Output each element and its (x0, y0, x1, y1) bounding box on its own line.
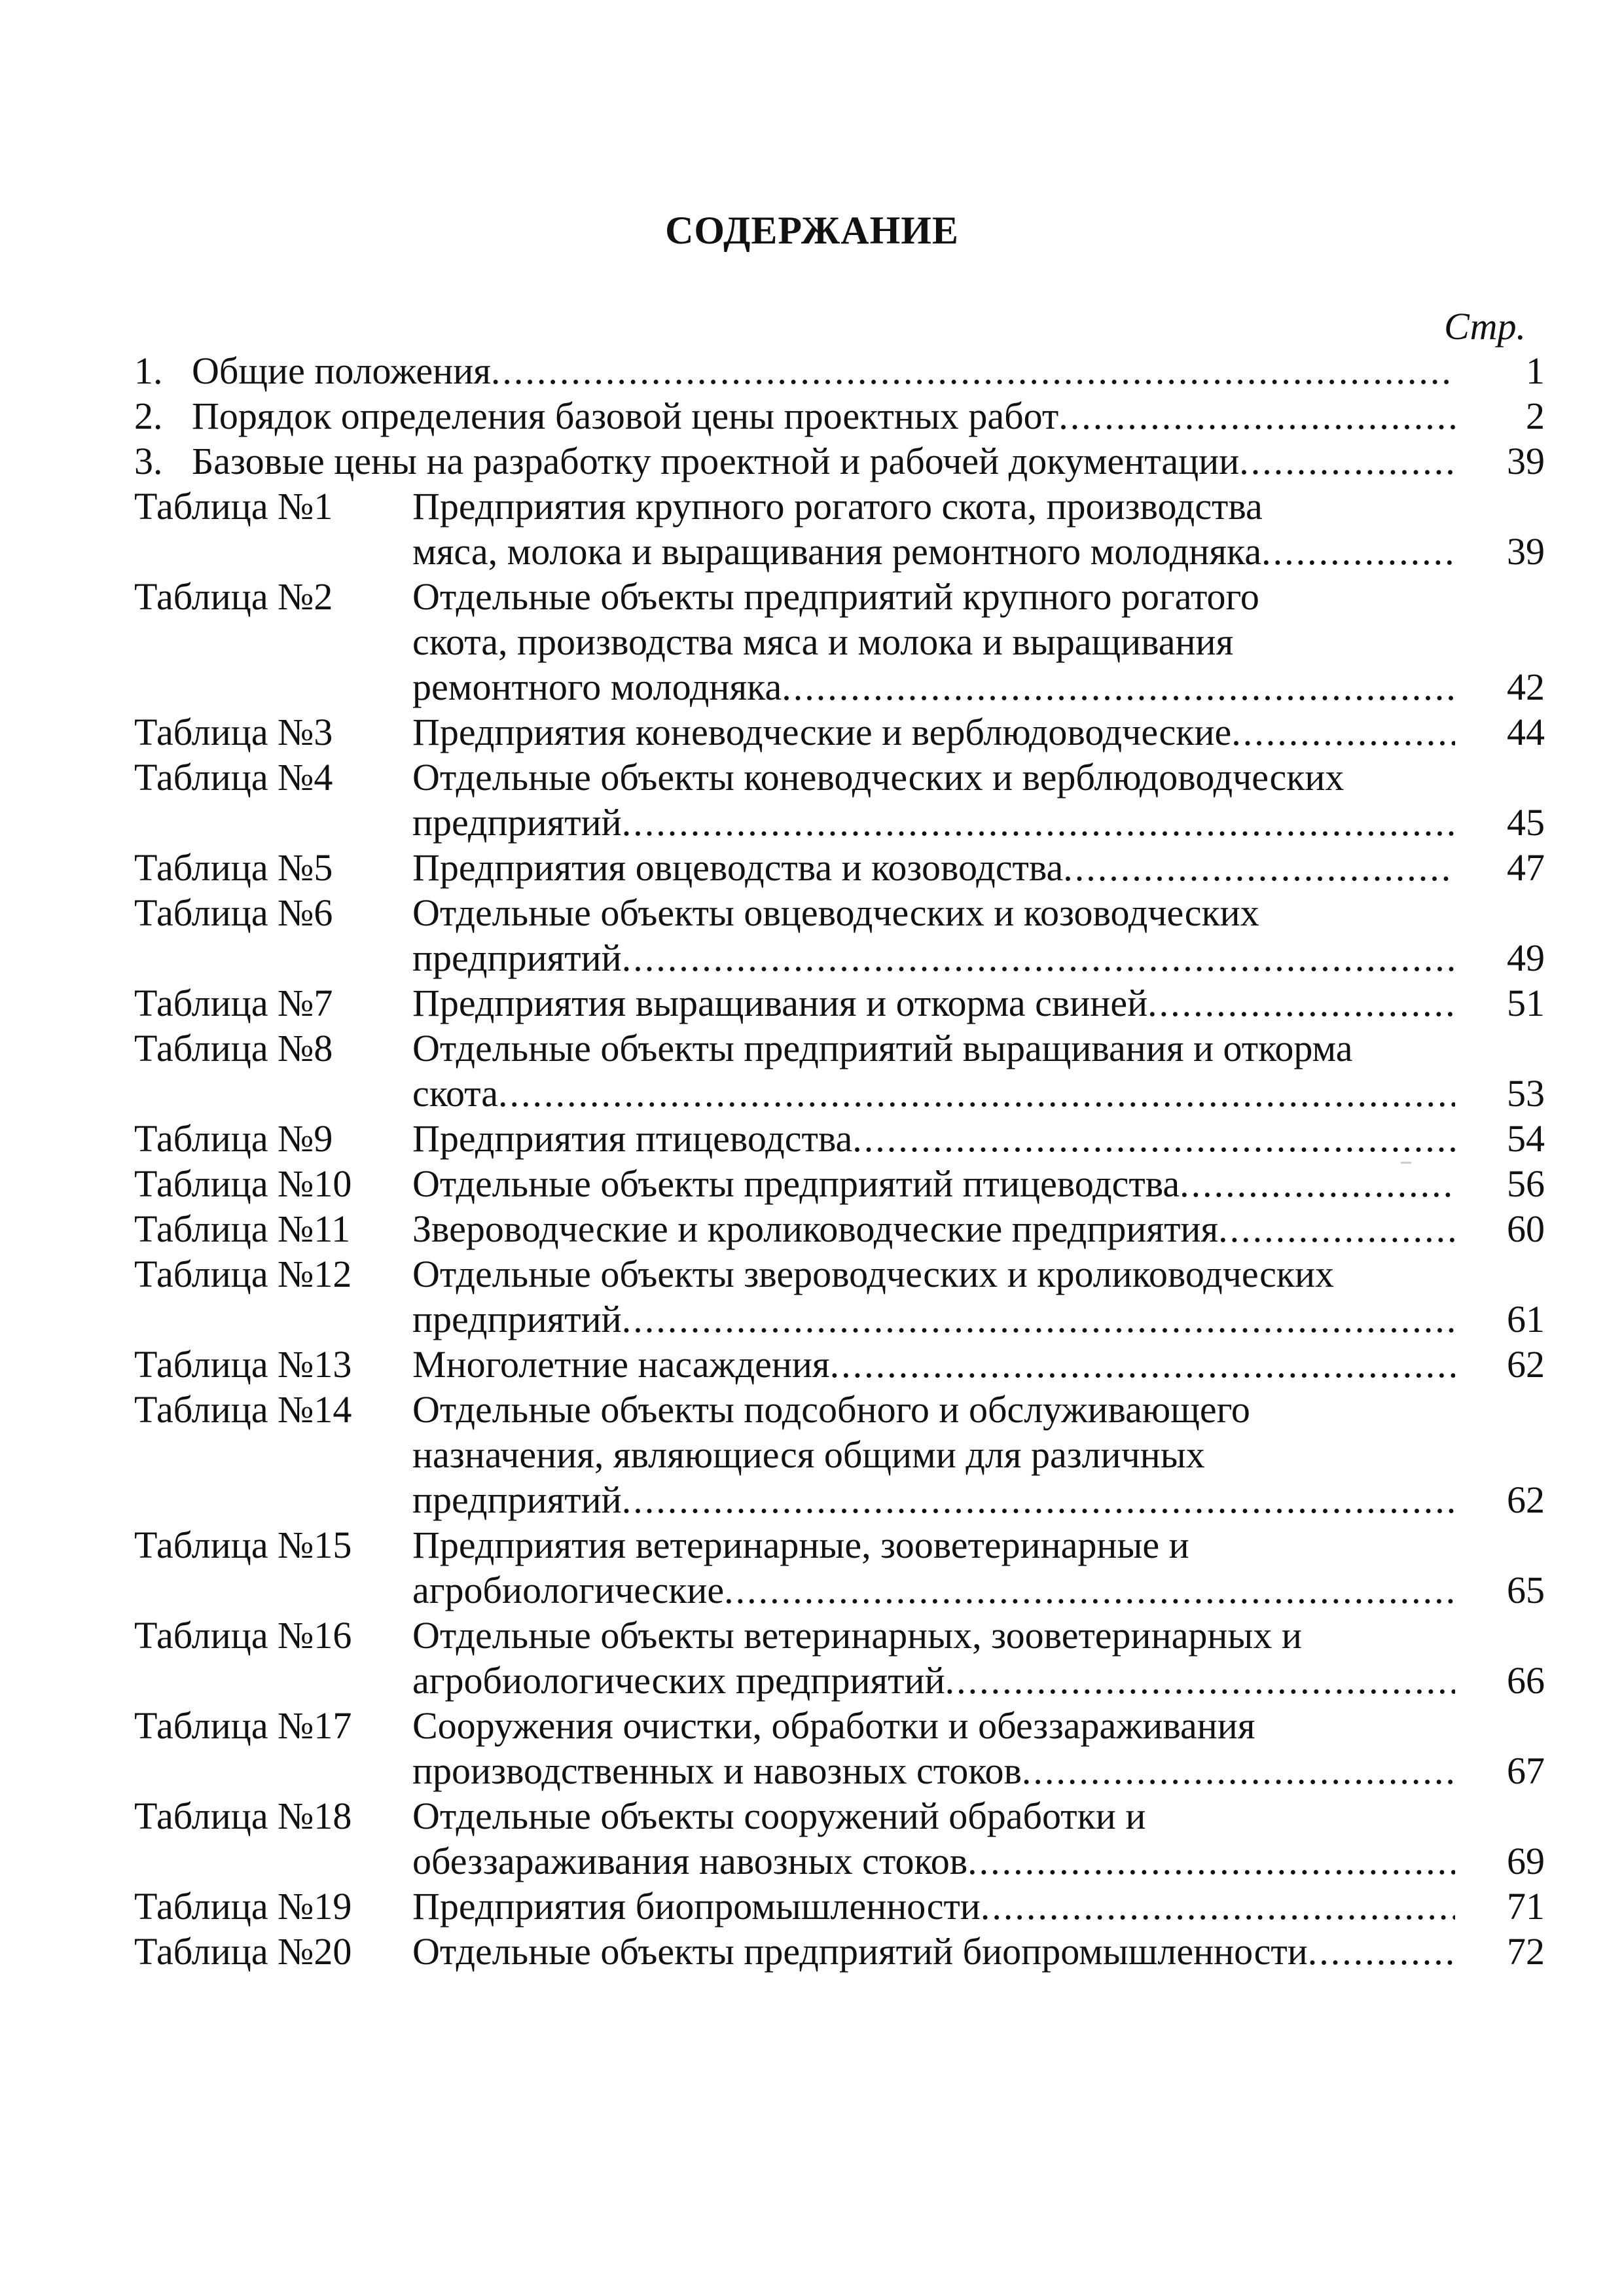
table-description-last-line (412, 1929, 1455, 1974)
table-description (412, 574, 1455, 709)
toc-section-row (134, 393, 1561, 439)
table-description (412, 709, 1455, 755)
table-description-last-line (412, 1342, 1455, 1387)
page-title: СОДЕРЖАНИЕ (665, 209, 959, 252)
table-description-text: Предприятия птицеводства (412, 1117, 853, 1160)
table-label: Таблица №8 (134, 1027, 333, 1069)
table-description (412, 1793, 1455, 1884)
table-description (412, 1342, 1455, 1387)
table-label: Таблица №12 (134, 1253, 352, 1295)
page-number: 44 (1507, 711, 1545, 753)
table-description-text: обеззараживания навозных стоков (412, 1840, 968, 1882)
toc-table-row (134, 1703, 1561, 1793)
table-description-line: Отдельные объекты подсобного и обслуживающего (412, 1388, 1250, 1431)
page-number: 65 (1507, 1569, 1545, 1611)
table-description-line: Сооружения очистки, обработки и обеззараживания (412, 1704, 1255, 1747)
section-entry (192, 439, 1455, 484)
table-description-last-line (412, 935, 1455, 980)
table-description-line: назначения, являющиеся общими для различных (412, 1433, 1205, 1476)
table-description-line: Отдельные объекты предприятий крупного рогатого (412, 575, 1259, 618)
table-description-last-line (412, 709, 1455, 755)
table-description-text: скота (412, 1072, 499, 1115)
toc-table-row (134, 574, 1561, 709)
table-description (412, 1387, 1455, 1522)
table-description (412, 755, 1455, 845)
table-description-last-line (412, 1839, 1455, 1884)
toc-table-row (134, 1884, 1561, 1929)
table-description-last-line (412, 800, 1455, 845)
table-description-last-line (412, 1116, 1455, 1161)
dot-leader (622, 1297, 1455, 1342)
table-description-text: Отдельные объекты предприятий биопромышленности (412, 1930, 1308, 1973)
dot-leader (1308, 1929, 1455, 1974)
table-label: Таблица №18 (134, 1795, 352, 1837)
page-number: 62 (1507, 1479, 1545, 1521)
page-number: 54 (1507, 1117, 1545, 1160)
table-label: Таблица №17 (134, 1704, 352, 1747)
table-label: Таблица №1 (134, 485, 333, 528)
table-label: Таблица №9 (134, 1117, 333, 1160)
table-description-last-line (412, 1206, 1455, 1251)
toc-table-row (134, 1206, 1561, 1251)
table-description-last-line (412, 664, 1455, 709)
page-number: 67 (1507, 1749, 1545, 1792)
dot-leader (1063, 845, 1455, 890)
dot-leader (622, 935, 1455, 980)
table-description-last-line (412, 845, 1455, 890)
table-description (412, 890, 1455, 980)
table-label: Таблица №20 (134, 1930, 352, 1973)
page-column-header: Стр. (1444, 305, 1526, 348)
table-description (412, 1522, 1455, 1613)
table-description (412, 1026, 1455, 1116)
table-description-text: Предприятия овцеводства и козоводства (412, 846, 1064, 889)
section-number: 2. (134, 395, 163, 437)
table-description (412, 845, 1455, 890)
page-number: 60 (1507, 1208, 1545, 1250)
table-description-text: производственных и навозных стоков (412, 1749, 1022, 1792)
page-number: 2 (1526, 395, 1545, 437)
section-title: Порядок определения базовой цены проектных работ (192, 395, 1059, 437)
toc-table-row (134, 1793, 1561, 1884)
table-label: Таблица №7 (134, 982, 333, 1024)
toc-table-row (134, 1116, 1561, 1161)
table-description (412, 980, 1455, 1026)
table-label: Таблица №6 (134, 891, 333, 934)
dot-leader (981, 1884, 1455, 1929)
dot-leader (1239, 439, 1455, 484)
table-description-last-line (412, 1161, 1455, 1206)
page-number: 39 (1507, 530, 1545, 573)
section-title: Базовые цены на разработку проектной и рабочей документации (192, 440, 1240, 482)
dot-leader (1180, 1161, 1455, 1206)
toc-table-row (134, 1026, 1561, 1116)
table-description-line: Предприятия ветеринарные, зооветеринарные и (412, 1524, 1189, 1566)
table-description (412, 1161, 1455, 1206)
toc-table-row (134, 1387, 1561, 1522)
dot-leader (1147, 980, 1455, 1026)
table-label: Таблица №3 (134, 711, 333, 753)
section-title: Общие положения (192, 350, 491, 392)
table-description-last-line (412, 1658, 1455, 1703)
dot-leader (1058, 393, 1455, 439)
table-description-text: агробиологических предприятий (412, 1659, 945, 1702)
table-description-line: Отдельные объекты предприятий выращивания и откорма (412, 1027, 1353, 1069)
dot-leader (724, 1568, 1455, 1613)
table-description-line: Отдельные объекты ветеринарных, зооветеринарных и (412, 1614, 1302, 1657)
section-entry (192, 393, 1455, 439)
table-description-text: предприятий (412, 1298, 622, 1340)
toc-table-row (134, 890, 1561, 980)
table-label: Таблица №10 (134, 1162, 352, 1205)
table-description (412, 1116, 1455, 1161)
page-number: 62 (1507, 1343, 1545, 1386)
table-description-line: Отдельные объекты сооружений обработки и (412, 1795, 1146, 1837)
table-label: Таблица №4 (134, 756, 333, 798)
table-description (412, 1929, 1455, 1974)
table-description-last-line (412, 1297, 1455, 1342)
table-description-text: ремонтного молодняка (412, 666, 782, 708)
dot-leader (1231, 709, 1455, 755)
page-number: 61 (1507, 1298, 1545, 1340)
table-description-last-line (412, 1568, 1455, 1613)
toc-table-row (134, 1161, 1561, 1206)
table-description-last-line (412, 1071, 1455, 1116)
table-description-text: предприятий (412, 1479, 622, 1521)
table-description (412, 1206, 1455, 1251)
section-number: 3. (134, 440, 163, 482)
toc-table-row (134, 1522, 1561, 1613)
table-description-text: Предприятия коневодческие и верблюдоводческие (412, 711, 1232, 753)
page-number: 66 (1507, 1659, 1545, 1702)
dot-leader (1218, 1206, 1455, 1251)
dot-leader (782, 664, 1455, 709)
page-number: 71 (1507, 1885, 1545, 1928)
toc-table-row (134, 755, 1561, 845)
table-label: Таблица №14 (134, 1388, 352, 1431)
table-description-text: Предприятия биопромышленности (412, 1885, 981, 1928)
table-description-last-line (412, 980, 1455, 1026)
dot-leader (498, 1071, 1455, 1116)
table-description (412, 1613, 1455, 1703)
table-description-line: Отдельные объекты коневодческих и верблюдоводческих (412, 756, 1344, 798)
table-description (412, 484, 1455, 574)
dot-leader (622, 800, 1455, 845)
table-label: Таблица №2 (134, 575, 333, 618)
toc-table-row (134, 709, 1561, 755)
dot-leader (967, 1839, 1455, 1884)
page-number: 56 (1507, 1162, 1545, 1205)
toc-table-row (134, 1613, 1561, 1703)
toc-section-row (134, 439, 1561, 484)
table-description-line: скота, производства мяса и молока и выращивания (412, 620, 1234, 663)
table-of-contents (134, 348, 1561, 1974)
dot-leader (1261, 529, 1455, 574)
toc-table-row (134, 1929, 1561, 1974)
table-label: Таблица №13 (134, 1343, 352, 1386)
section-entry (192, 348, 1455, 393)
table-description (412, 1884, 1455, 1929)
table-label: Таблица №19 (134, 1885, 352, 1928)
page-number: 53 (1507, 1072, 1545, 1115)
page-number: 1 (1526, 350, 1545, 392)
table-description-line: Отдельные объекты овцеводческих и козоводческих (412, 891, 1259, 934)
table-description-line: Предприятия крупного рогатого скота, производства (412, 485, 1263, 528)
page-number: 42 (1507, 666, 1545, 708)
toc-table-row (134, 980, 1561, 1026)
table-label: Таблица №15 (134, 1524, 352, 1566)
table-description-text: Предприятия выращивания и откорма свиней (412, 982, 1148, 1024)
table-description-text: Звероводческие и кролиководческие предприятия (412, 1208, 1219, 1250)
dot-leader (852, 1116, 1455, 1161)
table-description-text: Отдельные объекты предприятий птицеводства (412, 1162, 1180, 1205)
table-label: Таблица №11 (134, 1208, 351, 1250)
table-description-text: предприятий (412, 937, 622, 979)
dot-leader (491, 348, 1455, 393)
page-number: 47 (1507, 846, 1545, 889)
toc-table-row (134, 484, 1561, 574)
table-description-text: мяса, молока и выращивания ремонтного молодняка (412, 530, 1262, 573)
dot-leader (622, 1477, 1455, 1522)
table-description-text: Многолетние насаждения (412, 1343, 830, 1386)
section-number: 1. (134, 350, 163, 392)
dot-leader (1022, 1748, 1455, 1793)
toc-table-row (134, 845, 1561, 890)
dot-leader (830, 1342, 1455, 1387)
table-description-last-line (412, 1884, 1455, 1929)
table-description (412, 1251, 1455, 1342)
table-label: Таблица №16 (134, 1614, 352, 1657)
table-description-line: Отдельные объекты звероводческих и кролиководческих (412, 1253, 1335, 1295)
toc-table-row (134, 1251, 1561, 1342)
page-number: 51 (1507, 982, 1545, 1024)
table-description-text: предприятий (412, 801, 622, 844)
page-number: 72 (1507, 1930, 1545, 1973)
table-description-text: агробиологические (412, 1569, 725, 1611)
scan-mark (1401, 1162, 1411, 1164)
page-number: 39 (1507, 440, 1545, 482)
table-description-last-line (412, 1477, 1455, 1522)
table-description (412, 1703, 1455, 1793)
dot-leader (945, 1658, 1455, 1703)
page-number: 45 (1507, 801, 1545, 844)
toc-section-row (134, 348, 1561, 393)
table-label: Таблица №5 (134, 846, 333, 889)
table-description-last-line (412, 529, 1455, 574)
table-description-last-line (412, 1748, 1455, 1793)
toc-table-row (134, 1342, 1561, 1387)
page-number: 49 (1507, 937, 1545, 979)
page-number: 69 (1507, 1840, 1545, 1882)
